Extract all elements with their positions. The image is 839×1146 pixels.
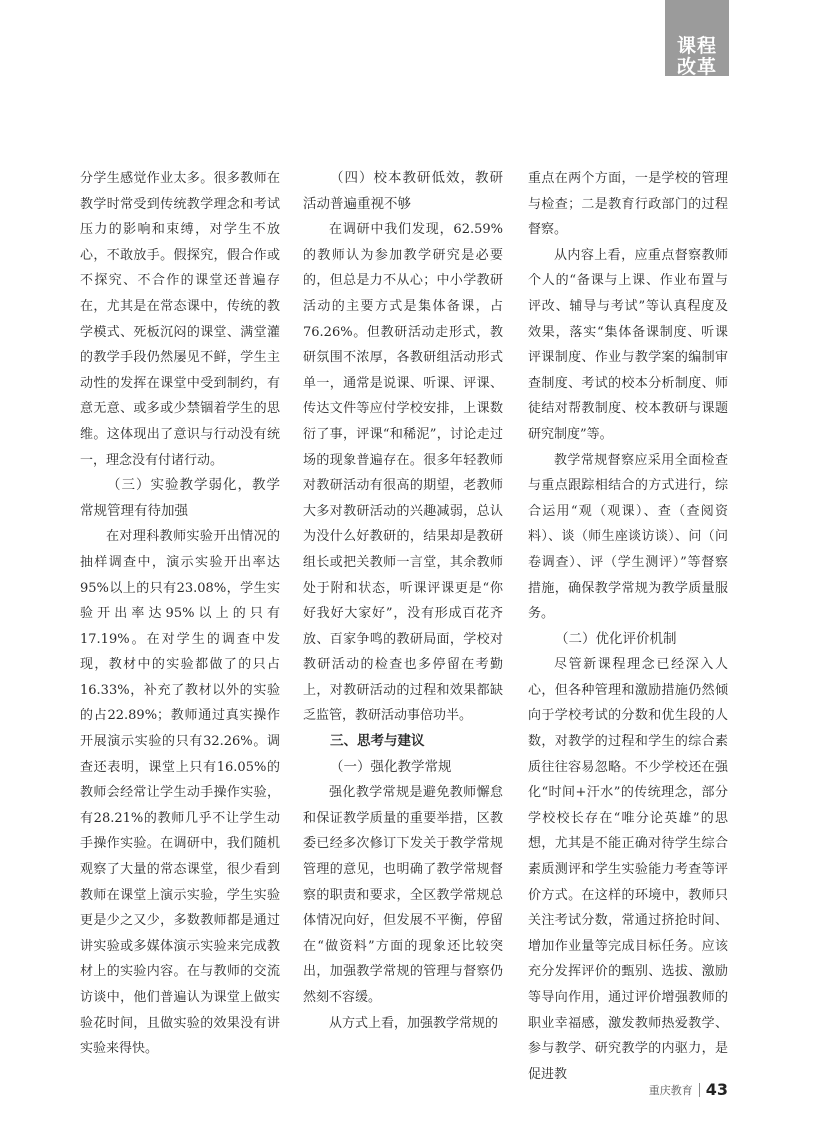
paragraph: 强化教学常规是避免教师懈怠和保证教学质量的重要举措，区教委已经多次修订下发关于教学常规管理的意见，也明确了教学常规督察的职责和要求，全区教学常规总体情况向好，但发展不平衡，停留在“做资料”方面的现象还比较突出，加强教学常规的管理与督察仍然刻不容缓。 bbox=[303, 785, 503, 1005]
subheading-4: （四）校本教研低效，教研活动普遍重视不够 bbox=[303, 170, 503, 212]
paragraph: 重点在两个方面，一是学校的管理与检查；二是教育行政部门的过程督察。 bbox=[528, 171, 728, 238]
journal-name: 重庆教育 bbox=[648, 1083, 693, 1097]
paragraph: 从方式上看，加强教学常规的 bbox=[329, 1015, 499, 1031]
paragraph: 在对理科教师实验开出情况的抽样调查中，演示实验开出率达95%以上的只有23.08%，学生实验开出率达95%以上的只有17.19%。在对学生的调查中发现，教材中的实验都做了的只占16.33%，补充了教材以外的实验的占22.89%；教师通过真实操作开展演示实验的只有32.26%。调查还表明，课堂上只有16.05%的教师会经常让学生动手操作实验，有28.21%的教师几乎不让学生动手操作实验。在调研中，我们随机观察了大量的常态课堂，很少看到教师在课堂上演示实验，学生实验更是少之又少，多数教师都是通过讲实验或多媒体演示实验来完成教材上的实验内容。在与教师的交流访谈中，他们普遍认为课堂上做实验花时间，且做实验的效果没有讲实验来得快。 bbox=[80, 529, 280, 1057]
paragraph: 分学生感觉作业太多。很多教师在教学时常受到传统教学理念和考试压力的影响和束缚，对学生不放心，不敢放手。假探究，假合作或不探究、不合作的课堂还普遍存在，尤其是在常态课中，传统的教学模式、死板沉闷的课堂、满堂灌的教学手段仍然屡见不鲜，学生主动性的发挥在课堂中受到制约，有意无意、或多或少禁锢着学生的思维。这体现出了意识与行动没有统一，理念没有付诸行动。 bbox=[80, 171, 280, 468]
column-1 bbox=[80, 166, 280, 1062]
section-heading: 三、思考与建议 bbox=[330, 733, 425, 750]
page-number: 43 bbox=[705, 1080, 728, 1099]
paragraph: 教学常规督察应采用全面检查与重点跟踪相结合的方式进行，综合运用“观（观课）、查（查阅资料）、谈（师生座谈访谈）、问（问卷调查）、评（学生测评）”等督察措施，确保教学常规为教学质量服务。 bbox=[528, 452, 728, 622]
paragraph: 从内容上看，应重点督察教师个人的“备课与上课、作业布置与评改、辅导与考试”等认真程度及效果，落实“集体备课制度、听课评课制度、作业与教学案的编制审查制度、考试的校本分析制度、师徒结对帮教制度、校本教研与课题研究制度”等。 bbox=[528, 247, 728, 442]
subheading-3: （三）实验教学弱化，教学常规管理有待加强 bbox=[80, 477, 280, 519]
section-tag-line1: 课程 bbox=[676, 35, 717, 57]
section-tag bbox=[665, 0, 729, 76]
subheading-2: （二）优化评价机制 bbox=[555, 630, 677, 647]
column-3 bbox=[528, 166, 728, 1087]
section-tag-line2: 改革 bbox=[676, 56, 717, 78]
page-footer bbox=[649, 1080, 728, 1099]
paragraph: 在调研中我们发现，62.59%的教师认为参加教学研究是必要的，但总是力不从心；中小学教研活动的主要方式是集体备课，占76.26%。但教研活动走形式，教研氛围不浓厚，各教研组活动形式单一，通常是说课、听课、评课、传达文件等应付学校安排，上课数衍了事，评课“和稀泥”，讨论走过场的现象普遍存在。很多年轻教师对教研活动有很高的期望，老教师大多对教研活动的兴趣减弱，总认为没什么好教研的，结果却是教研组长或把关教师一言堂，其余教师处于附和状态，听课评课更是“你好我好大家好”，没有形成百花齐放、百家争鸣的教研局面，学校对教研活动的检查也多停留在考勤上，对教研活动的过程和效果都缺乏监管，教研活动事倍功半。 bbox=[303, 222, 503, 724]
column-2 bbox=[303, 166, 503, 1036]
subheading-1: （一）强化教学常规 bbox=[330, 758, 452, 775]
paragraph: 尽管新课程理念已经深入人心，但各种管理和激励措施仍然倾向于学校考试的分数和优生段的人数，对教学的过程和学生的综合素质往往容易忽略。不少学校还在强化“时间+汗水”的传统理念，部分学校校长存在“唯分论英雄”的思想，尤其是不能正确对待学生综合素质测评和学生实验能力考查等评价方式。在这样的环境中，教师只关注考试分数，常通过挤抢时间、增加作业量等完成目标任务。应该充分发挥评价的甄别、选拔、激励等导向作用，通过评价增强教师的职业幸福感，激发教师热爱教学、参与教学、研究教学的内驱力，是促进教 bbox=[528, 657, 728, 1082]
footer-divider bbox=[699, 1083, 700, 1097]
